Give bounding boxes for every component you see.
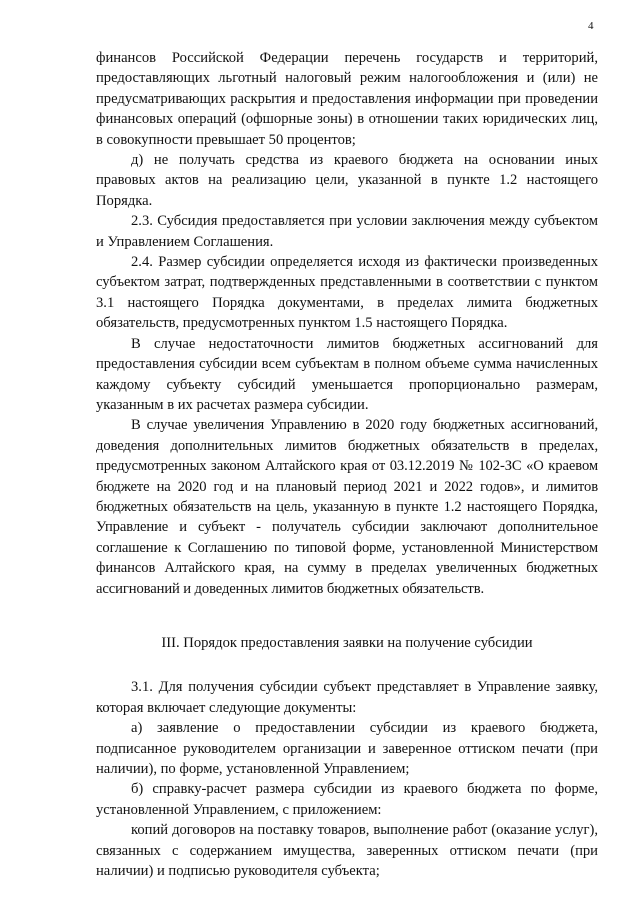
paragraph-offshore-continuation: финансов Российской Федерации перечень государств и территорий, предоставляющих льготный налоговый режим налогообложения и (или) не предусматривающих раскрытия и предоставления информации при проведении финансовых операций (офшорные зоны) в отношении таких юридических лиц, в совокупности превышает 50 процентов;: [96, 50, 598, 148]
paragraph-insufficient-limits: В случае недостаточности лимитов бюджетных ассигнований для предоставления субсидии всем субъектам в полном объеме сумма начисленных каждому субъекту субсидий уменьшается пропорционально размерам, указанным в их расчетах размера субсидии.: [96, 335, 598, 413]
section-heading-iii: III. Порядок предоставления заявки на получение субсидии: [161, 634, 533, 651]
paragraph-increase-allocations: В случае увеличения Управлению в 2020 году бюджетных ассигнований, доведения дополнительных лимитов бюджетных обязательств в пределах, предусмотренных законом Алтайского края от 03.12.2019 № 102-ЗС «О краевом бюджете на 2020 год и на плановый период 2021 и 2022 годов», и лимитов бюджетных обязательств на цель, указанную в пункте 1.2 настоящего Порядка, Управление и субъект - получатель субсидии заключают дополнительное соглашение к Соглашению по типовой форме, установленной Министерством финансов Алтайского края, на сумму в пределах увеличенных бюджетных ассигнований и доведенных лимитов бюджетных обязательств.: [96, 417, 598, 597]
paragraph-item-d: д) не получать средства из краевого бюджета на основании иных правовых актов на реализацию цели, указанной в пункте 1.2 настоящего Порядка.: [96, 152, 598, 209]
paragraph-2-4: 2.4. Размер субсидии определяется исходя из фактически произведенных субъектом затрат, подтвержденных представленными в соответствии с пунктом 3.1 настоящего Порядка документами, в пределах лимита бюджетных обязательств, предусмотренных пунктом 1.5 настоящего Порядка.: [96, 254, 598, 332]
paragraph-2-3: 2.3. Субсидия предоставляется при условии заключения между субъектом и Управлением Соглашения.: [96, 213, 598, 250]
paragraph-item-a: а) заявление о предоставлении субсидии из краевого бюджета, подписанное руководителем организации и заверенное оттиском печати (при наличии), по форме, установленной Управлением;: [96, 720, 598, 777]
document-body: [96, 48, 598, 881]
paragraph-3-1: 3.1. Для получения субсидии субъект представляет в Управление заявку, которая включает следующие документы:: [96, 679, 598, 716]
page-number: 4: [588, 20, 594, 32]
paragraph-item-b: б) справку-расчет размера субсидии из краевого бюджета по форме, установленной Управлением, с приложением:: [96, 781, 598, 818]
paragraph-contract-copies: копий договоров на поставку товаров, выполнение работ (оказание услуг), связанных с содержанием имущества, заверенных оттиском печати (при наличии) и подписью руководителя субъекта;: [96, 822, 598, 880]
